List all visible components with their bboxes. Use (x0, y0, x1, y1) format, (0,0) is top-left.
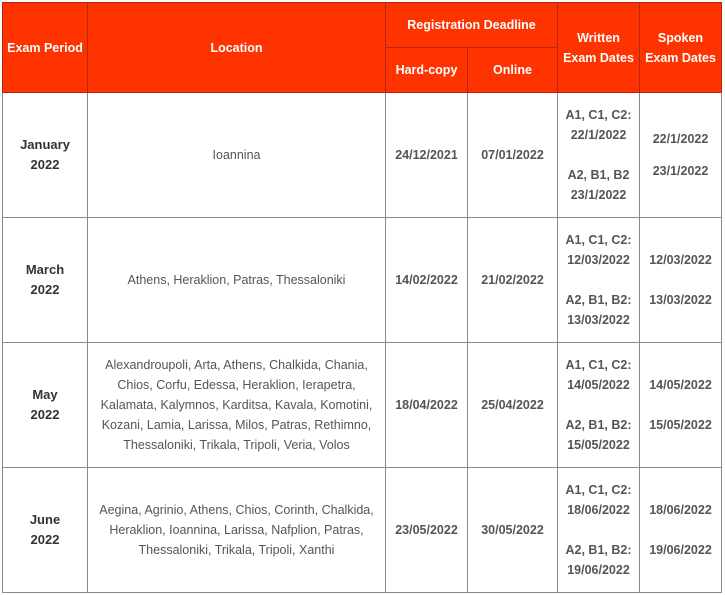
header-online: Online (468, 48, 558, 93)
written-b-label: A2, B1, B2 (567, 168, 630, 182)
location-cell: Alexandroupoli, Arta, Athens, Chalkida, Chania, Chios, Corfu, Edessa, Heraklion, Ierapetra, Kalamata, Kalymnos, Karditsa, Kavala, Komotini, Kozani, Lamia, Larissa, Milos, Patras, Rethimno, Thessaloniki, Trikala, Tripoli, Veria, Volos (88, 343, 386, 468)
period-year: 2022 (30, 407, 60, 422)
table-row (3, 93, 722, 218)
exam-period-cell (3, 468, 88, 593)
written-b-date: 13/03/2022 (567, 313, 630, 327)
location-cell: Ioannina (88, 93, 386, 218)
hard-copy-deadline-cell: 24/12/2021 (386, 93, 468, 218)
online-deadline-cell: 25/04/2022 (468, 343, 558, 468)
written-a-label: A1, C1, C2: (565, 108, 632, 122)
written-a-label: A1, C1, C2: (565, 358, 632, 372)
header-spoken-line2: Exam Dates (645, 50, 716, 65)
spoken-date-1: 18/06/2022 (649, 503, 712, 517)
exam-period-cell (3, 93, 88, 218)
written-exam-dates-cell (558, 468, 640, 593)
exam-period-cell (3, 218, 88, 343)
period-year: 2022 (30, 532, 60, 547)
table-row (3, 468, 722, 593)
spoken-exam-dates-cell (640, 93, 722, 218)
written-b-label: A2, B1, B2: (565, 418, 632, 432)
spoken-date-1: 14/05/2022 (649, 378, 712, 392)
spoken-date-2: 15/05/2022 (649, 418, 712, 432)
period-year: 2022 (30, 282, 60, 297)
spoken-date-1: 12/03/2022 (649, 253, 712, 267)
period-month: May (32, 387, 58, 402)
written-a-date: 14/05/2022 (567, 378, 630, 392)
header-registration-deadline: Registration Deadline (386, 3, 558, 48)
table-row (3, 218, 722, 343)
table-row (3, 343, 722, 468)
written-a-date: 18/06/2022 (567, 503, 630, 517)
written-b-date: 23/1/2022 (570, 188, 627, 202)
written-a-date: 12/03/2022 (567, 253, 630, 267)
written-exam-dates-cell (558, 343, 640, 468)
header-written-exam-dates (558, 3, 640, 93)
exam-period-cell (3, 343, 88, 468)
header-spoken-exam-dates (640, 3, 722, 93)
written-exam-dates-cell (558, 93, 640, 218)
header-location: Location (88, 3, 386, 93)
spoken-date-1: 22/1/2022 (652, 132, 709, 146)
period-month: January (20, 137, 70, 152)
written-b-date: 15/05/2022 (567, 438, 630, 452)
written-b-date: 19/06/2022 (567, 563, 630, 577)
written-b-label: A2, B1, B2: (565, 293, 632, 307)
spoken-exam-dates-cell (640, 218, 722, 343)
online-deadline-cell: 21/02/2022 (468, 218, 558, 343)
hard-copy-deadline-cell: 18/04/2022 (386, 343, 468, 468)
online-deadline-cell: 30/05/2022 (468, 468, 558, 593)
spoken-date-2: 13/03/2022 (649, 293, 712, 307)
location-cell: Athens, Heraklion, Patras, Thessaloniki (88, 218, 386, 343)
hard-copy-deadline-cell: 14/02/2022 (386, 218, 468, 343)
header-exam-period: Exam Period (3, 3, 88, 93)
header-spoken-line1: Spoken (657, 30, 704, 45)
online-deadline-cell: 07/01/2022 (468, 93, 558, 218)
period-month: March (25, 262, 65, 277)
written-exam-dates-cell (558, 218, 640, 343)
written-b-label: A2, B1, B2: (565, 543, 632, 557)
hard-copy-deadline-cell: 23/05/2022 (386, 468, 468, 593)
spoken-exam-dates-cell (640, 343, 722, 468)
spoken-date-2: 19/06/2022 (649, 543, 712, 557)
header-row-top (3, 3, 722, 48)
header-hard-copy: Hard-copy (386, 48, 468, 93)
written-a-date: 22/1/2022 (570, 128, 627, 142)
period-month: June (29, 512, 61, 527)
header-written-line1: Written (577, 30, 620, 45)
written-a-label: A1, C1, C2: (565, 233, 632, 247)
header-written-line2: Exam Dates (563, 50, 634, 65)
location-cell: Aegina, Agrinio, Athens, Chios, Corinth, Chalkida, Heraklion, Ioannina, Larissa, Nafplion, Patras, Thessaloniki, Trikala, Tripoli, Xanthi (88, 468, 386, 593)
spoken-exam-dates-cell (640, 468, 722, 593)
period-year: 2022 (30, 157, 60, 172)
spoken-date-2: 23/1/2022 (652, 164, 709, 178)
written-a-label: A1, C1, C2: (565, 483, 632, 497)
exam-schedule-table (2, 2, 722, 593)
